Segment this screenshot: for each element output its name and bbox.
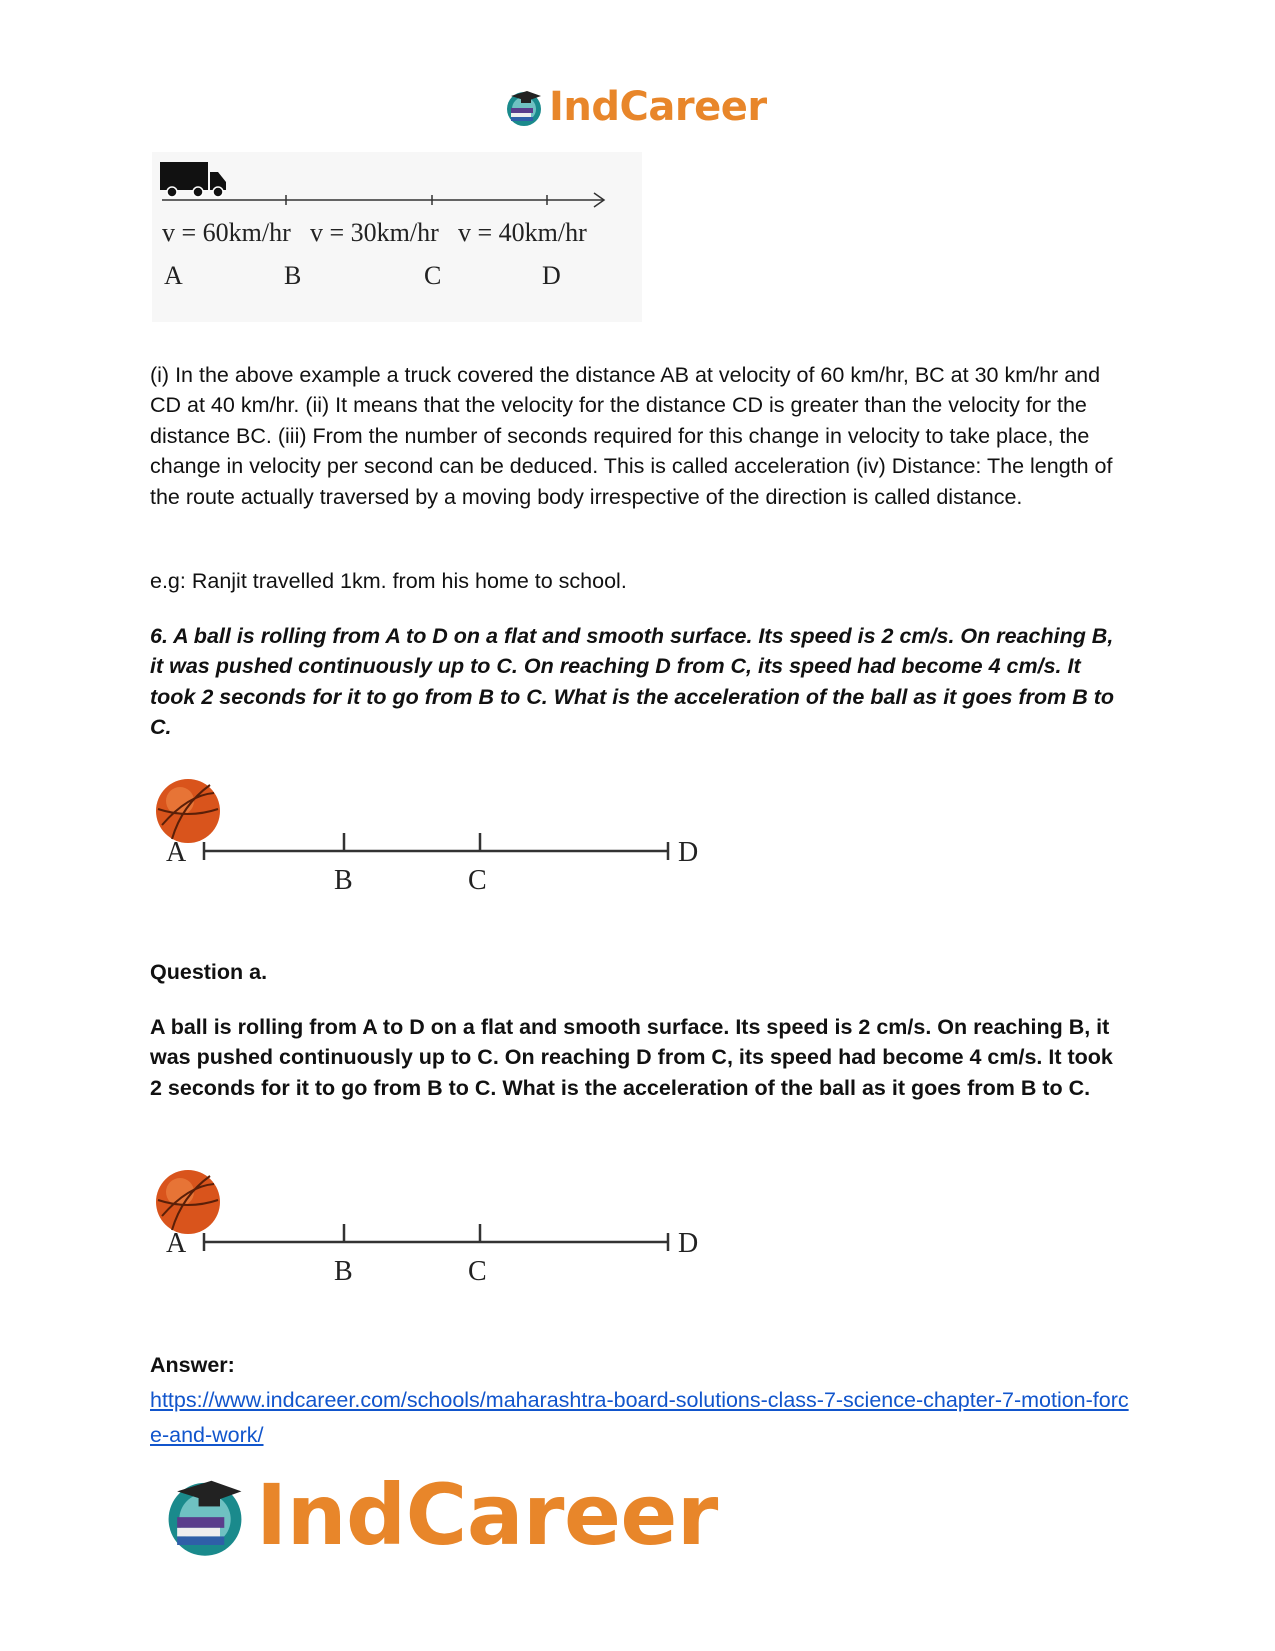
ball-diagram [152, 1166, 712, 1311]
point-label-d: D [542, 261, 561, 290]
point-label-c: C [468, 1256, 487, 1287]
logo-globe-icon [503, 86, 545, 128]
truck-velocity-diagram [152, 152, 642, 322]
ball-diagram [152, 775, 712, 920]
answer-link[interactable]: https://www.indcareer.com/schools/maharashtra-board-solutions-class-7-science-chapter-7-motion-force-and-work/ [150, 1388, 1129, 1447]
velocity-label-cd: v = 40km/hr [458, 218, 587, 247]
point-label-d: D [678, 1228, 699, 1259]
question-a-title: Question a. [150, 960, 268, 984]
point-label-d: D [678, 837, 699, 868]
logo-text: IndCareer [549, 84, 767, 130]
question-6-heading: 6. A ball is rolling from A to D on a flat and smooth surface. Its speed is 2 cm/s. On reaching B, it was pushed continuously up to C. On reaching D from C, its speed had become 4 cm/s. It took 2 seconds for it to go from B to C. What is the acceleration of the ball as it goes from B to C. [150, 624, 1115, 740]
velocity-label-ab: v = 60km/hr [162, 218, 291, 247]
example-paragraph: e.g: Ranjit travelled 1km. from his home to school. [150, 569, 627, 593]
velocity-label-bc: v = 30km/hr [310, 218, 439, 247]
point-label-a: A [164, 261, 183, 290]
point-label-b: B [334, 865, 353, 896]
question-a-text: A ball is rolling from A to D on a flat and smooth surface. Its speed is 2 cm/s. On reaching B, it was pushed continuously up to C. On reaching D from C, its speed had become 4 cm/s. It took 2 seconds for it to go from B to C. What is the acceleration of the ball as it goes from B to C. [150, 1015, 1113, 1100]
answer-label: Answer: [150, 1353, 235, 1377]
logo-globe-icon [160, 1470, 250, 1560]
logo-text: IndCareer [256, 1466, 718, 1564]
basketball-icon [156, 779, 220, 843]
explanation-paragraph: (i) In the above example a truck covered the distance AB at velocity of 60 km/hr, BC at 30 km/hr and CD at 40 km/hr. (ii) It means that the velocity for the distance CD is greater than the velocity for the distance BC. (iii) From the number of seconds required for this change in velocity to take place, the change in velocity per second can be deduced. This is called acceleration (iv) Distance: The length of the route actually traversed by a moving body irrespective of the direction is called distance. [150, 363, 1113, 509]
point-label-b: B [334, 1256, 353, 1287]
point-label-b: B [284, 261, 302, 290]
point-label-c: C [468, 865, 487, 896]
point-label-c: C [424, 261, 442, 290]
footer-logo [160, 1465, 718, 1565]
point-label-a: A [166, 837, 187, 868]
header-logo [503, 82, 767, 132]
basketball-icon [156, 1170, 220, 1234]
point-label-a: A [166, 1228, 187, 1259]
